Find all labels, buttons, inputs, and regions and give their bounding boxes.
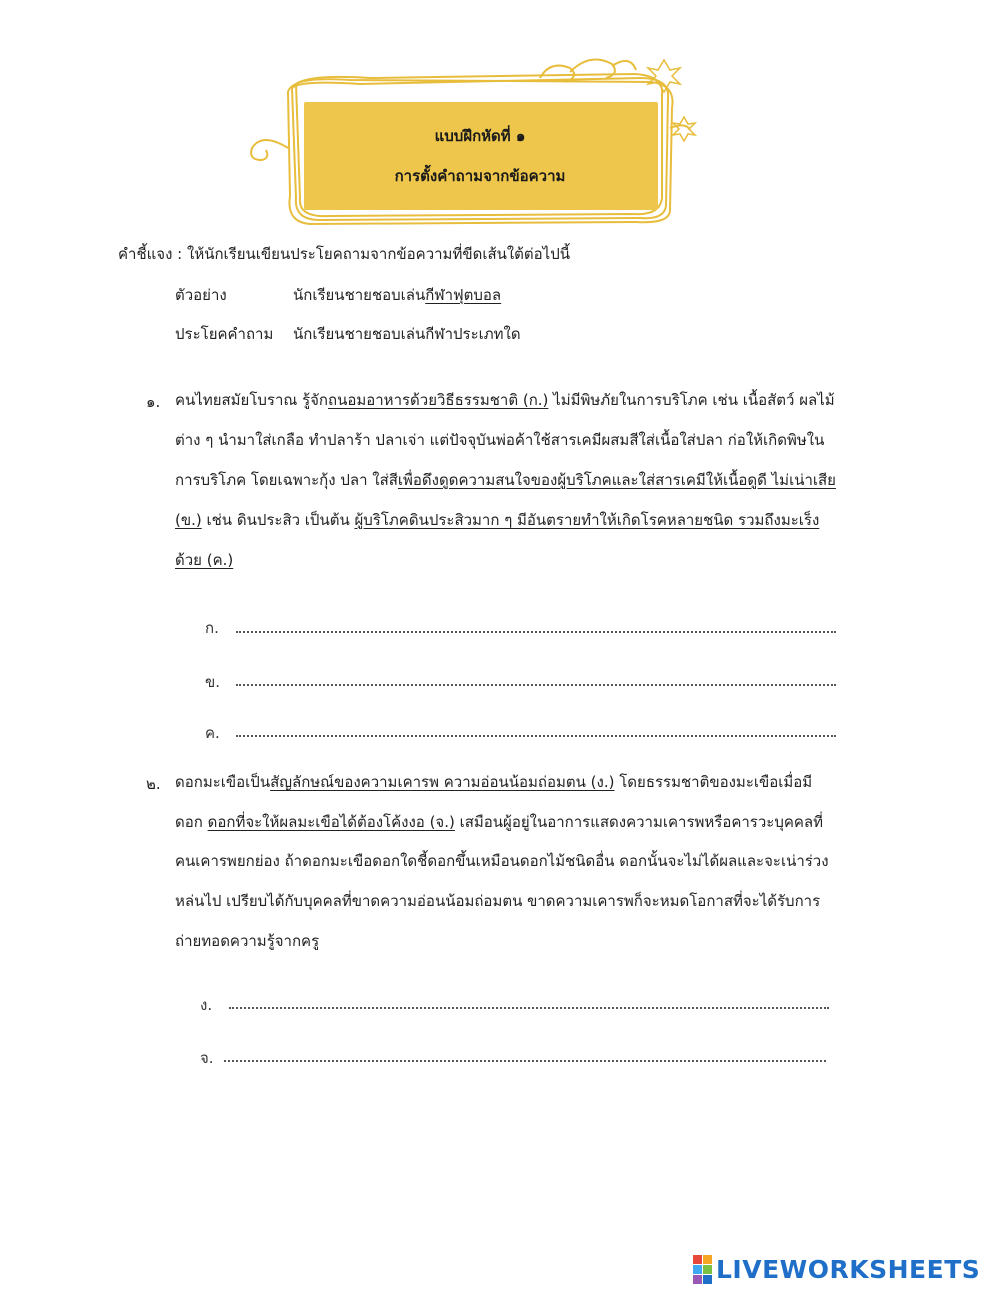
q1-l1-text-b: ไม่มีพิษภัยในการบริโภค เช่น เนื้อสัตว์ ผลไม้ [548,391,835,409]
question-1-line-5 [175,550,233,570]
answer-label-cho: จ. [200,1049,214,1067]
instructions-text: คำชี้แจง : ให้นักเรียนเขียนประโยคถามจากข้อความที่ขีดเส้นใต้ต่อไปนี้ [118,245,570,263]
answer-input-cho[interactable] [224,1037,830,1063]
answer-input-ngo[interactable] [229,984,833,1010]
question-example-label: ประโยคคำถาม [175,325,274,343]
q1-l1-text: คนไทยสมัยโบราณ รู้จัก [175,391,329,409]
q2-l1-text-b: โดยธรรมชาติของมะเขือเมื่อมี [614,773,813,791]
question-2-line-5: ถ่ายทอดความรู้จากครู [175,932,320,950]
q2-l1-underlined: สัญลักษณ์ของความเคารพ ความอ่อนน้อมถ่อมตน (ง.) [270,773,615,791]
answer-input-kho-khwai[interactable] [236,712,840,738]
answer-input-ka[interactable] [236,608,840,634]
logo-text: LIVEWORKSHEETS [716,1254,981,1284]
q1-l5-underlined: ด้วย (ค.) [175,551,234,569]
question-example-sentence: นักเรียนชายชอบเล่นกีฬาประเภทใด [293,325,521,343]
answer-label-kho-khwai: ค. [205,724,220,742]
example-sentence-underlined: กีฬาฟุตบอล [425,286,502,304]
q1-l3-underlined: เพื่อดึงดูดความสนใจของผู้บริโภคและใส่สารเคมีให้เนื้อดูดี ไม่เน่าเสีย [397,471,836,489]
question-2-number: ๒. [146,775,161,793]
answer-label-kho: ข. [205,673,221,691]
q2-l2-underlined: ดอกที่จะให้ผลมะเขือได้ต้องโค้งงอ (จ.) [207,813,455,831]
question-1-line-4 [175,510,819,530]
example-sentence [293,285,501,305]
question-1-line-1 [175,390,835,410]
answer-label-ka: ก. [205,619,219,637]
answer-input-kho[interactable] [236,661,840,687]
question-2-line-2 [175,812,823,832]
q1-l4-text: เช่น ดินประสิว เป็นต้น [201,511,355,529]
liveworksheets-logo [693,1251,980,1287]
question-2-line-4: หล่นไป เปรียบได้กับบุคคลที่ขาดความอ่อนน้อมถ่อมตน ขาดความเคารพก็จะหมดโอกาสที่จะได้รับการ [175,892,821,910]
example-sentence-plain: นักเรียนชายชอบเล่น [293,286,426,304]
q2-l2-text: ดอก [175,813,208,831]
q1-l4-underlined-a: (ข.) [175,511,202,529]
answer-label-ngo: ง. [200,996,213,1014]
example-label: ตัวอย่าง [175,286,227,304]
worksheet-subtitle: การตั้งคำถามจากข้อความ [394,167,566,185]
q1-l3-text: การบริโภค โดยเฉพาะกุ้ง ปลา ใส่สี [175,471,398,489]
q2-l1-text: ดอกมะเขือเป็น [175,773,271,791]
question-1-line-2: ต่าง ๆ นำมาใส่เกลือ ทำปลาร้า ปลาเจ่า แต่ปัจจุบันพ่อค้าใช้สารเคมีผสมสีใส่เนื้อใส่ปลา ก่อให้เกิดพิษใน [175,431,825,449]
question-2-line-1 [175,772,812,792]
question-1-number: ๑. [146,393,161,411]
logo-blocks-icon [693,1255,712,1284]
q1-l4-underlined-b: ผู้บริโภคดินประสิวมาก ๆ มีอันตรายทำให้เกิดโรคหลายชนิด รวมถึงมะเร็ง [354,511,820,529]
q2-l2-text-b: เสมือนผู้อยู่ในอาการแสดงความเคารพหรือคารวะบุคคลที่ [454,813,824,831]
worksheet-title: แบบฝึกหัดที่ ๑ [434,127,526,145]
question-2-line-3: คนเคารพยกย่อง ถ้าดอกมะเขือดอกใดชี้ดอกขึ้นเหมือนดอกไม้ชนิดอื่น ดอกนั้นจะไม่ได้ผลและจะเน่าร่วง [175,852,829,870]
question-1-line-3 [175,470,836,490]
q1-l1-underlined: ถนอมอาหารด้วยวิธีธรรมชาติ (ก.) [328,391,549,409]
